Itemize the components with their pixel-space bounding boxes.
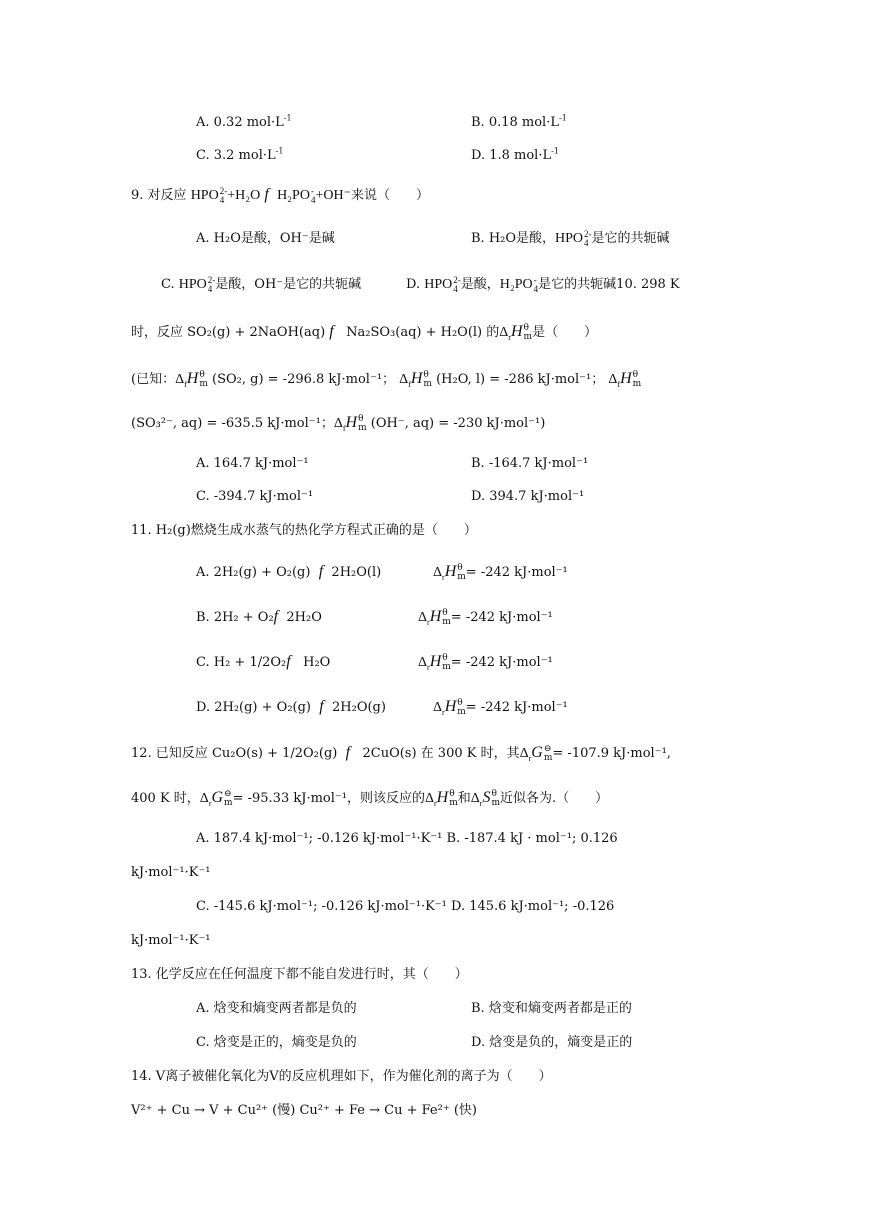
q9-stem: 9. 对反应 HPO 2- 4 +H₂O f H₂PO - 4 +OH⁻来说（ ） (131, 185, 429, 205)
q10-stem: 时，反应 SO₂(g) + 2NaOH(aq) f Na₂SO₃(aq) + H₂O(l) 的$\Delta_rH$ θ m 是（ ） (131, 322, 598, 342)
q11-option-d: D. 2H₂(g) + O₂(g) f 2H₂O(g) (196, 698, 386, 715)
q11-stem: 11. H₂(g)燃烧生成水蒸气的热化学方程式正确的是（ ） (131, 523, 477, 538)
q11-option-d-enthalpy: $\Delta_rH$ θ m = -242 kJ·mol⁻¹ (433, 697, 568, 717)
q11-option-c-enthalpy: $\Delta_rH$ θ m = -242 kJ·mol⁻¹ (418, 652, 553, 672)
q10-option-c: C. -394.7 kJ·mol⁻¹ (196, 489, 314, 504)
q12-stem-line2: 400 K 时，$\Delta_rG$ ⊖ m = -95.33 kJ·mol⁻¹，则该反应的$\Delta_rH$ θ m 和$\Delta_rS$ θ m 近似各为.（ ） (131, 788, 609, 808)
q10-option-b: B. -164.7 kJ·mol⁻¹ (471, 456, 589, 471)
q11-option-b: B. 2H₂ + O₂f 2H₂O (196, 608, 322, 625)
q13-option-c: C. 焓变是正的，熵变是负的 (196, 1035, 357, 1050)
q11-option-a-enthalpy: $\Delta_rH$ θ m = -242 kJ·mol⁻¹ (433, 562, 568, 582)
q13-option-a: A. 焓变和熵变两者都是负的 (196, 1001, 357, 1016)
q12-options-cd: C. -145.6 kJ·mol⁻¹; -0.126 kJ·mol⁻¹·K⁻¹ D. 145.6 kJ·mol⁻¹; -0.126 (196, 899, 615, 914)
q9-option-b: B. H₂O是酸，HPO 2- 4 是它的共轭碱 (471, 229, 670, 248)
q9-option-a: A. H₂O是酸，OH⁻是碱 (196, 231, 335, 246)
q13-option-b: B. 焓变和熵变两者都是正的 (471, 1001, 632, 1016)
q11-option-c: C. H₂ + 1/2O₂f H₂O (196, 653, 331, 670)
q13-option-d: D. 焓变是负的，熵变是正的 (471, 1035, 633, 1050)
q14-stem: 14. V离子被催化氧化为V的反应机理如下，作为催化剂的离子为（ ） (131, 1069, 552, 1084)
q10-known-line1: (已知：$\Delta_fH$ θ m (SO₂, g) = -296.8 kJ·mol⁻¹； $\Delta_fH$ θ m (H₂O, l) = -286 kJ·mol⁻¹； $\Delta_fH$ θ m (131, 369, 642, 389)
q9-option-d: D. HPO 2- 4 是酸，H₂PO - 4 是它的共轭碱10. 298 K (406, 275, 680, 294)
q12-options-ab: A. 187.4 kJ·mol⁻¹; -0.126 kJ·mol⁻¹·K⁻¹ B. -187.4 kJ · mol⁻¹; 0.126 (196, 831, 618, 846)
q10-known-line2: (SO₃²⁻, aq) = -635.5 kJ·mol⁻¹；$\Delta_fH$ θ m (OH⁻, aq) = -230 kJ·mol⁻¹) (131, 413, 546, 433)
q8-option-d: D. 1.8 $mol\cdot L^{-1}$ (471, 146, 559, 163)
q11-option-b-enthalpy: $\Delta_rH$ θ m = -242 kJ·mol⁻¹ (418, 607, 553, 627)
q8-option-c: C. 3.2 $mol\cdot L^{-1}$ (196, 146, 284, 163)
q12-stem-line1: 12. 已知反应 Cu₂O(s) + 1/2O₂(g) f 2CuO(s) 在 300 K 时，其$\Delta_rG$ ⊖ m = -107.9 kJ·mol⁻¹, (131, 743, 671, 763)
q14-mechanism: V²⁺ + Cu → V + Cu²⁺ (慢) Cu²⁺ + Fe → Cu + Fe²⁺ (快) (131, 1103, 477, 1118)
q10-option-a: A. 164.7 kJ·mol⁻¹ (196, 456, 309, 471)
q9-option-c: C. HPO 2- 4 是酸，OH⁻是它的共轭碱 (161, 275, 362, 294)
q11-option-a: A. 2H₂(g) + O₂(g) f 2H₂O(l) (196, 563, 382, 580)
q12-options-cd-tail: kJ·mol⁻¹·K⁻¹ (131, 933, 211, 948)
q13-stem: 13. 化学反应在任何温度下都不能自发进行时，其（ ） (131, 967, 468, 982)
q10-option-d: D. 394.7 kJ·mol⁻¹ (471, 489, 585, 504)
q10-number: 10. 298 K (616, 277, 680, 293)
q12-options-ab-tail: kJ·mol⁻¹·K⁻¹ (131, 865, 211, 880)
q8-option-a: A. 0.32 $mol\cdot L^{-1}$ (196, 113, 292, 130)
q8-option-b: B. 0.18 $mol\cdot L^{-1}$ (471, 113, 567, 130)
